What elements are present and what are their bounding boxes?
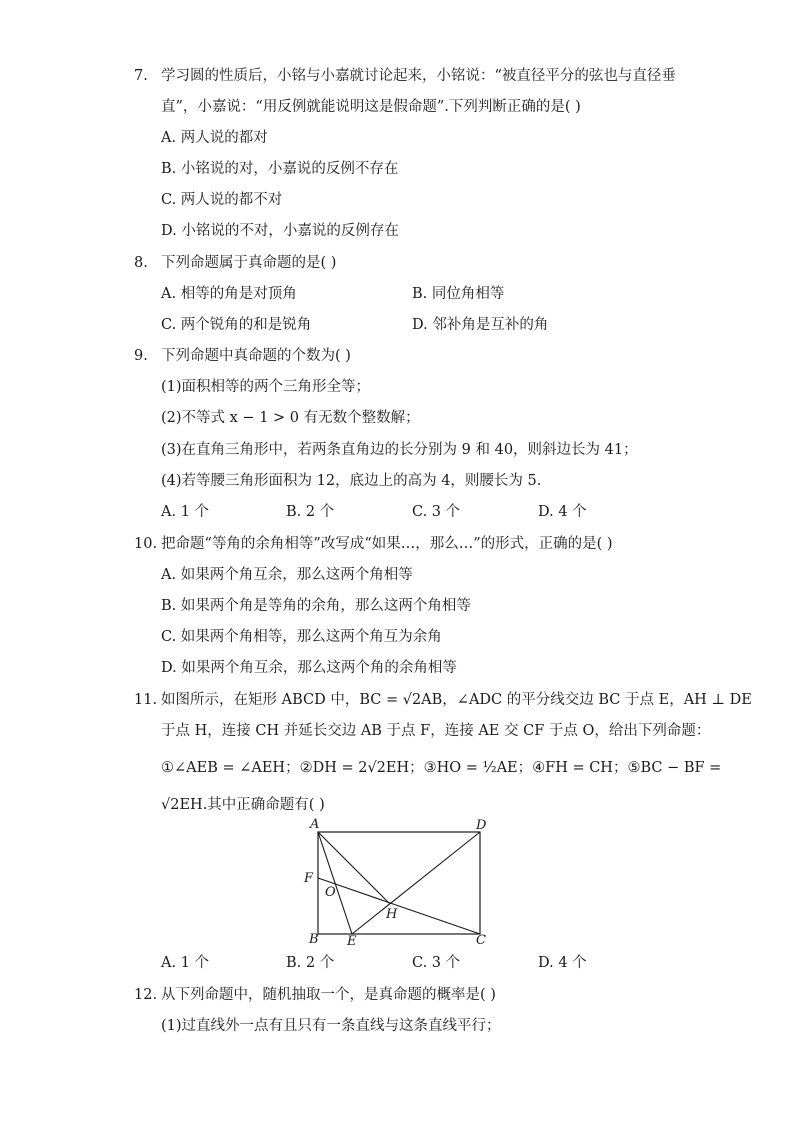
option-d: D. 4 个 [538, 955, 587, 971]
question-stem: 下列命题中真命题的个数为( ) [161, 348, 351, 364]
rectangle-abcd [318, 832, 480, 934]
question-number: 7. [134, 68, 148, 84]
label-o: O [325, 885, 336, 900]
question-stem: √2EH.其中正确命题有( ) [161, 797, 325, 813]
statement-item: (2)不等式 x − 1 > 0 有无数个整数解； [161, 410, 420, 426]
question-stem: 把命题“等角的余角相等”改写成“如果…，那么…”的形式，正确的是( ) [161, 536, 613, 552]
option-a: A. 1 个 [161, 504, 210, 520]
question-number: 8. [134, 255, 148, 271]
option-b: B. 2 个 [286, 504, 335, 520]
question-stem: 学习圆的性质后，小铭与小嘉就讨论起来，小铭说：“被直径平分的弦也与直径垂 [161, 68, 676, 84]
option-d: D. 邻补角是互补的角 [412, 317, 549, 333]
question-stem: 直”，小嘉说：“用反例就能说明这是假命题”.下列判断正确的是( ) [161, 99, 581, 115]
label-b: B [309, 932, 319, 947]
option-b: B. 如果两个角是等角的余角，那么这两个角相等 [161, 598, 471, 614]
label-f: F [304, 871, 314, 886]
label-h: H [386, 907, 398, 922]
option-b: B. 小铭说的对，小嘉说的反例不存在 [161, 161, 399, 177]
statement-item: (1)过直线外一点有且只有一条直线与这条直线平行； [161, 1018, 501, 1034]
statement-item: (4)若等腰三角形面积为 12，底边上的高为 4，则腰长为 5. [161, 473, 542, 489]
question-number: 9. [134, 348, 148, 364]
option-c: C. 两个锐角的和是锐角 [161, 317, 312, 333]
option-c: C. 3 个 [412, 504, 461, 520]
label-c: C [476, 933, 486, 948]
segment-de [352, 832, 480, 934]
option-c: C. 如果两个角相等，那么这两个角互为余角 [161, 629, 442, 645]
segment-ae [318, 832, 352, 934]
label-d: D [476, 818, 487, 833]
label-e: E [347, 934, 357, 948]
statement-item: (3)在直角三角形中，若两条直角边的长分别为 9 和 40，则斜边长为 41； [161, 442, 638, 458]
option-b: B. 2 个 [286, 955, 335, 971]
option-a: A. 如果两个角互余，那么这两个角相等 [161, 567, 413, 583]
question-number: 10. [134, 536, 158, 552]
option-b: B. 同位角相等 [412, 286, 505, 302]
option-c: C. 3 个 [412, 955, 461, 971]
question-stem: 从下列命题中，随机抽取一个，是真命题的概率是( ) [161, 987, 496, 1003]
question-number: 12. [134, 987, 158, 1003]
question-stem: 如图所示，在矩形 ABCD 中，BC = √2AB，∠ADC 的平分线交边 BC 于点 E，AH ⊥ DE [161, 692, 752, 708]
question-number: 11. [134, 692, 158, 708]
question-stem: 下列命题属于真命题的是( ) [161, 255, 337, 271]
option-d: D. 小铭说的不对，小嘉说的反例存在 [161, 223, 399, 239]
question-stem: 于点 H，连接 CH 并延长交边 AB 于点 F，连接 AE 交 CF 于点 O，给出下列命题： [161, 723, 711, 739]
option-a: A. 相等的角是对顶角 [161, 286, 297, 302]
rectangle-figure [296, 812, 496, 948]
option-d: D. 如果两个角互余，那么这两个角的余角相等 [161, 660, 457, 676]
option-c: C. 两人说的都不对 [161, 192, 283, 208]
statement-item: (1)面积相等的两个三角形全等； [161, 379, 371, 395]
option-a: A. 两人说的都对 [161, 130, 268, 146]
label-a: A [310, 817, 320, 832]
option-d: D. 4 个 [538, 504, 587, 520]
question-stem: ①∠AEB = ∠AEH；②DH = 2√2EH；③HO = ½AE；④FH = CH；⑤BC − BF = [161, 760, 722, 776]
option-a: A. 1 个 [161, 955, 210, 971]
